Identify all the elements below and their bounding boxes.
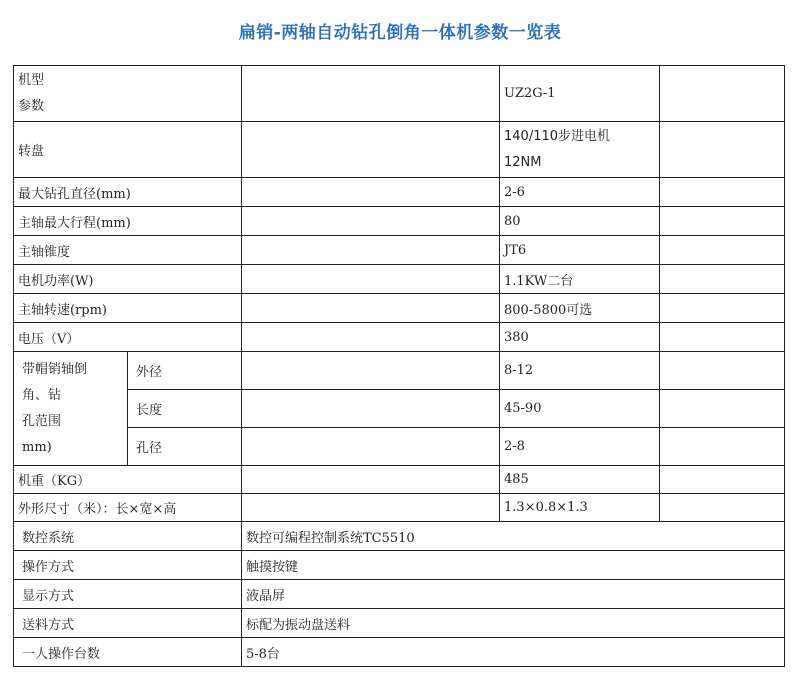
table-row: [14, 551, 785, 580]
spec-table: [13, 65, 785, 667]
empty-cell: [660, 207, 785, 236]
system-label: 数控系统: [14, 522, 242, 551]
system-label: 显示方式: [14, 580, 242, 609]
table-row: [14, 466, 785, 494]
empty-cell: [660, 428, 785, 466]
table-row: [14, 638, 785, 667]
table-row: [14, 494, 785, 522]
turntable-value-line2: 12NM: [504, 154, 542, 170]
empty-cell: [660, 265, 785, 294]
model-value: UZ2G-1: [500, 66, 660, 122]
system-label: 一人操作台数: [14, 638, 242, 667]
range-group-label-line: 角、钻: [22, 387, 62, 403]
param-label: 外形尺寸（米）：长×宽×高: [14, 494, 242, 522]
empty-cell: [242, 236, 500, 265]
table-row: [14, 236, 785, 265]
empty-cell: [660, 122, 785, 178]
empty-cell: [242, 178, 500, 207]
param-label: 主轴最大行程(mm): [14, 207, 242, 236]
param-value: 485: [500, 466, 660, 494]
model-label-cell: [14, 66, 242, 122]
range-value: 45-90: [500, 390, 660, 428]
table-row: [14, 294, 785, 323]
empty-cell: [660, 236, 785, 265]
empty-cell: [660, 352, 785, 390]
empty-cell: [242, 428, 500, 466]
model-label-line2: 参数: [18, 98, 45, 114]
table-row: [14, 207, 785, 236]
param-label: 机重（KG）: [14, 466, 242, 494]
empty-cell: [660, 66, 785, 122]
empty-cell: [242, 265, 500, 294]
system-value: 液晶屏: [242, 580, 785, 609]
param-label: 电压（V）: [14, 323, 242, 352]
param-label: 最大钻孔直径(mm): [14, 178, 242, 207]
empty-cell: [660, 323, 785, 352]
range-group-label-line: 孔范围: [22, 413, 62, 429]
table-row: [14, 178, 785, 207]
model-label-line1: 机型: [18, 72, 45, 88]
empty-cell: [660, 390, 785, 428]
system-value: 触摸按键: [242, 551, 785, 580]
param-label: 电机功率(W): [14, 265, 242, 294]
range-value: 8-12: [500, 352, 660, 390]
empty-cell: [242, 390, 500, 428]
empty-cell: [242, 323, 500, 352]
param-label: 主轴锥度: [14, 236, 242, 265]
empty-cell: [242, 294, 500, 323]
param-value: 1.1KW二台: [500, 265, 660, 294]
table-row: [14, 352, 785, 390]
page-title: 扁销-两轴自动钻孔倒角一体机参数一览表: [238, 23, 562, 43]
table-row: [14, 323, 785, 352]
turntable-value-cell: [500, 122, 660, 178]
empty-cell: [660, 494, 785, 522]
table-row: [14, 428, 785, 466]
param-value: 380: [500, 323, 660, 352]
table-row: [14, 122, 785, 178]
range-label: 长度: [128, 390, 242, 428]
param-value: 1.3×0.8×1.3: [500, 494, 660, 522]
table-row: [14, 66, 785, 122]
param-value: 800-5800可选: [500, 294, 660, 323]
system-value: 5-8台: [242, 638, 785, 667]
system-value: 数控可编程控制系统TC5510: [242, 522, 785, 551]
param-value: 2-6: [500, 178, 660, 207]
range-group-label-line: 带帽销轴倒: [22, 361, 88, 377]
empty-cell: [242, 122, 500, 178]
empty-cell: [660, 466, 785, 494]
empty-cell: [660, 178, 785, 207]
empty-cell: [242, 494, 500, 522]
table-row: [14, 522, 785, 551]
empty-cell: [242, 352, 500, 390]
param-label: 主轴转速(rpm): [14, 294, 242, 323]
table-row: [14, 265, 785, 294]
system-label: 送料方式: [14, 609, 242, 638]
empty-cell: [660, 294, 785, 323]
empty-cell: [242, 207, 500, 236]
empty-cell: [242, 466, 500, 494]
system-label: 操作方式: [14, 551, 242, 580]
param-value: JT6: [500, 236, 660, 265]
range-group-label-cell: [14, 352, 128, 466]
range-label: 孔径: [128, 428, 242, 466]
table-row: [14, 390, 785, 428]
empty-cell: [242, 66, 500, 122]
range-label: 外径: [128, 352, 242, 390]
system-value: 标配为振动盘送料: [242, 609, 785, 638]
param-value: 80: [500, 207, 660, 236]
range-group-label-line: mm): [22, 439, 52, 455]
turntable-label: 转盘: [14, 122, 242, 178]
table-row: [14, 609, 785, 638]
range-value: 2-8: [500, 428, 660, 466]
turntable-value-line1: 140/110步进电机: [504, 128, 611, 144]
table-row: [14, 580, 785, 609]
